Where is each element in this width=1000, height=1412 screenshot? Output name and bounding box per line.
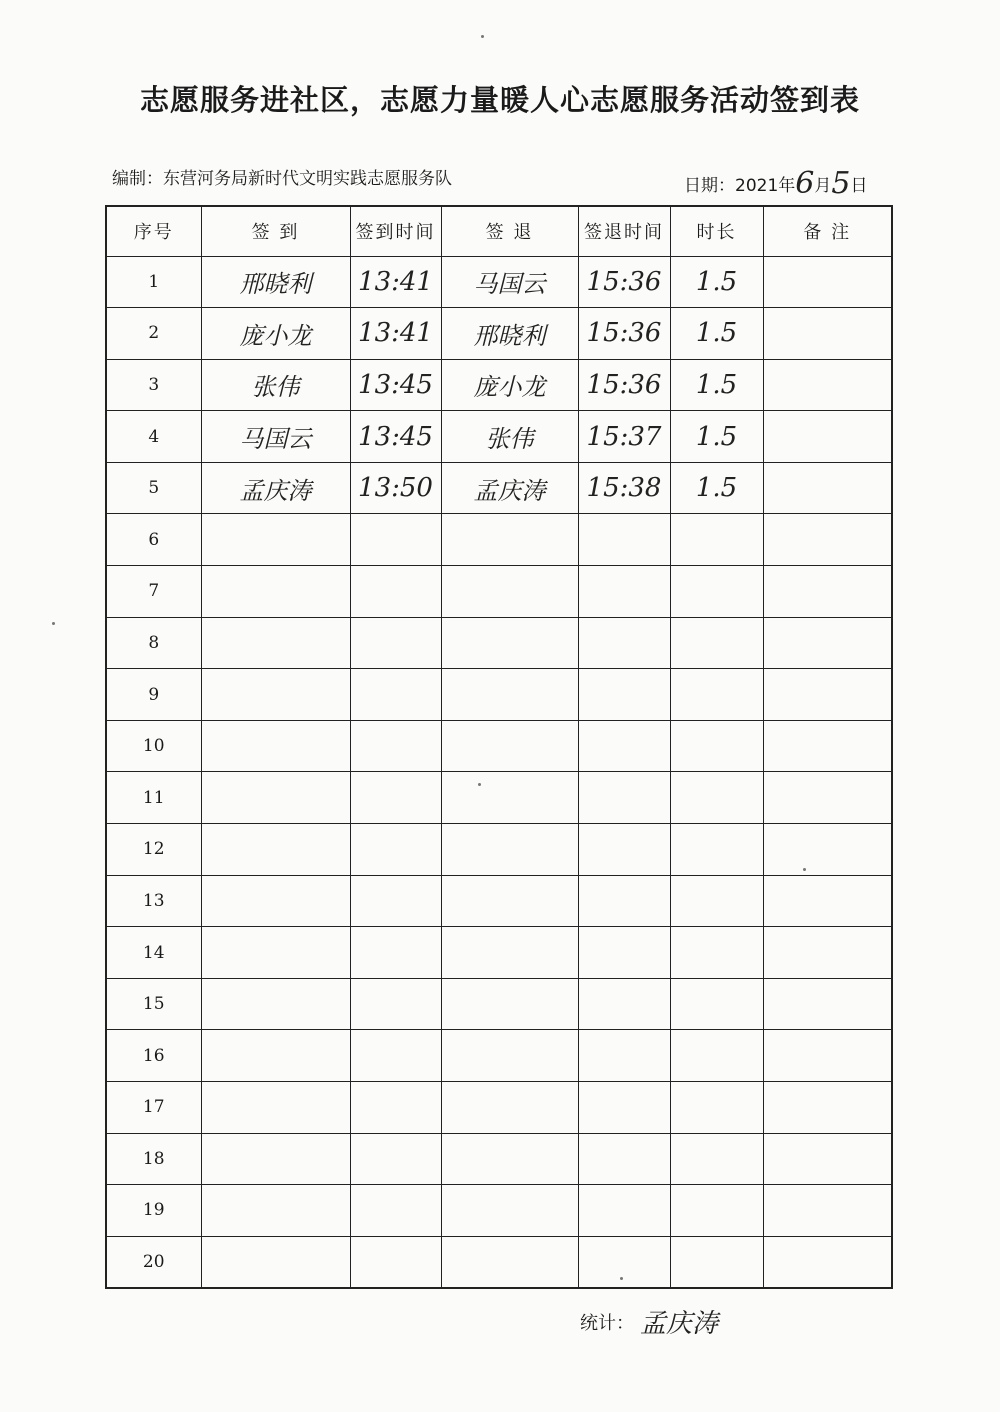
sign-in-time: 13:50 xyxy=(350,462,441,514)
sign-out-signature xyxy=(441,514,578,566)
table-row xyxy=(106,1236,892,1288)
duration xyxy=(670,1082,763,1134)
sign-out-signature xyxy=(441,617,578,669)
sign-in-signature xyxy=(201,1030,350,1082)
remark xyxy=(763,1030,892,1082)
sign-out-time: 15:37 xyxy=(578,411,670,463)
sign-out-time xyxy=(578,824,670,876)
sign-in-time xyxy=(350,669,441,721)
header-remark: 备 注 xyxy=(763,206,892,256)
table-row xyxy=(106,1082,892,1134)
sign-in-time xyxy=(350,720,441,772)
remark xyxy=(763,1236,892,1288)
sign-in-time xyxy=(350,514,441,566)
sign-out-signature xyxy=(441,1082,578,1134)
sign-out-time xyxy=(578,1082,670,1134)
sign-out-signature xyxy=(441,1030,578,1082)
date-month-unit: 月 xyxy=(814,176,832,196)
sign-out-signature xyxy=(441,720,578,772)
row-number: 13 xyxy=(106,875,201,927)
remark xyxy=(763,1082,892,1134)
sign-out-time xyxy=(578,1185,670,1237)
sign-in-signature xyxy=(201,1185,350,1237)
row-number: 9 xyxy=(106,669,201,721)
compiler-name: 东营河务局新时代文明实践志愿服务队 xyxy=(163,169,452,189)
row-number: 17 xyxy=(106,1082,201,1134)
table-row xyxy=(106,359,892,411)
sign-in-time: 13:45 xyxy=(350,411,441,463)
sign-in-time xyxy=(350,1133,441,1185)
remark xyxy=(763,978,892,1030)
compiler-line xyxy=(112,164,452,189)
sign-out-signature xyxy=(441,1236,578,1288)
sign-in-signature xyxy=(201,617,350,669)
remark xyxy=(763,824,892,876)
sign-in-time: 13:41 xyxy=(350,256,441,308)
sign-out-time xyxy=(578,1030,670,1082)
sign-in-time: 13:41 xyxy=(350,308,441,360)
remark xyxy=(763,927,892,979)
remark xyxy=(763,359,892,411)
table-row xyxy=(106,978,892,1030)
footer-statistics xyxy=(580,1300,718,1337)
sign-in-time xyxy=(350,824,441,876)
sign-in-signature xyxy=(201,772,350,824)
sign-in-signature xyxy=(201,1133,350,1185)
row-number: 19 xyxy=(106,1185,201,1237)
row-number: 5 xyxy=(106,462,201,514)
sign-in-time xyxy=(350,772,441,824)
sign-out-signature: 邢晓利 xyxy=(441,308,578,360)
header-no: 序号 xyxy=(106,206,201,256)
table-row xyxy=(106,927,892,979)
sign-out-signature xyxy=(441,772,578,824)
duration xyxy=(670,824,763,876)
sign-out-signature: 张伟 xyxy=(441,411,578,463)
duration xyxy=(670,514,763,566)
sign-out-time xyxy=(578,978,670,1030)
remark xyxy=(763,256,892,308)
sign-in-signature: 孟庆涛 xyxy=(201,462,350,514)
duration: 1.5 xyxy=(670,256,763,308)
duration: 1.5 xyxy=(670,308,763,360)
date-line xyxy=(684,164,867,199)
row-number: 3 xyxy=(106,359,201,411)
sign-in-signature xyxy=(201,566,350,618)
table-row xyxy=(106,669,892,721)
date-year: 2021年 xyxy=(735,176,796,196)
sign-in-signature xyxy=(201,720,350,772)
sign-out-signature xyxy=(441,978,578,1030)
row-number: 16 xyxy=(106,1030,201,1082)
sign-in-signature xyxy=(201,978,350,1030)
duration xyxy=(670,1236,763,1288)
header-sign-in: 签 到 xyxy=(201,206,350,256)
sign-in-time xyxy=(350,566,441,618)
table-row xyxy=(106,1133,892,1185)
sign-out-time xyxy=(578,927,670,979)
remark xyxy=(763,617,892,669)
table-row xyxy=(106,514,892,566)
sign-in-time xyxy=(350,1185,441,1237)
sign-in-signature: 庞小龙 xyxy=(201,308,350,360)
table-row xyxy=(106,772,892,824)
row-number: 15 xyxy=(106,978,201,1030)
sign-out-signature xyxy=(441,566,578,618)
sign-in-time: 13:45 xyxy=(350,359,441,411)
sign-in-signature xyxy=(201,1236,350,1288)
sign-in-time xyxy=(350,617,441,669)
duration xyxy=(670,669,763,721)
sign-out-time: 15:38 xyxy=(578,462,670,514)
sign-in-time xyxy=(350,927,441,979)
header-sign-out-time: 签退时间 xyxy=(578,206,670,256)
sign-out-signature xyxy=(441,1133,578,1185)
table-row xyxy=(106,1185,892,1237)
table-row xyxy=(106,875,892,927)
remark xyxy=(763,720,892,772)
sign-out-time: 15:36 xyxy=(578,308,670,360)
sign-in-time xyxy=(350,1030,441,1082)
date-day-unit: 日 xyxy=(850,176,868,196)
sign-in-signature xyxy=(201,927,350,979)
duration xyxy=(670,927,763,979)
sign-out-signature: 孟庆涛 xyxy=(441,462,578,514)
sign-in-signature xyxy=(201,875,350,927)
row-number: 4 xyxy=(106,411,201,463)
sign-in-signature: 张伟 xyxy=(201,359,350,411)
table-row xyxy=(106,720,892,772)
sign-in-time xyxy=(350,1082,441,1134)
duration: 1.5 xyxy=(670,462,763,514)
table-row xyxy=(106,256,892,308)
sign-out-time xyxy=(578,617,670,669)
duration: 1.5 xyxy=(670,411,763,463)
sign-in-signature: 马国云 xyxy=(201,411,350,463)
sign-out-time xyxy=(578,772,670,824)
footer-signature: 孟庆涛 xyxy=(640,1309,719,1339)
remark xyxy=(763,669,892,721)
sign-out-time xyxy=(578,566,670,618)
row-number: 12 xyxy=(106,824,201,876)
remark xyxy=(763,566,892,618)
footer-label: 统计： xyxy=(580,1313,634,1334)
duration xyxy=(670,617,763,669)
sign-out-signature xyxy=(441,927,578,979)
row-number: 7 xyxy=(106,566,201,618)
duration xyxy=(670,1185,763,1237)
sign-out-time xyxy=(578,875,670,927)
table-row xyxy=(106,566,892,618)
duration: 1.5 xyxy=(670,359,763,411)
date-day: 5 xyxy=(831,166,851,201)
table-row xyxy=(106,1030,892,1082)
sign-in-signature xyxy=(201,669,350,721)
header-sign-in-time: 签到时间 xyxy=(350,206,441,256)
duration xyxy=(670,566,763,618)
header-duration: 时长 xyxy=(670,206,763,256)
sign-in-table xyxy=(105,205,893,1289)
sign-out-signature xyxy=(441,875,578,927)
header-sign-out: 签 退 xyxy=(441,206,578,256)
row-number: 11 xyxy=(106,772,201,824)
sign-out-signature xyxy=(441,669,578,721)
sign-in-time xyxy=(350,1236,441,1288)
date-month: 6 xyxy=(795,166,815,201)
duration xyxy=(670,1030,763,1082)
sign-out-time xyxy=(578,1133,670,1185)
date-label: 日期： xyxy=(684,176,735,196)
sign-out-time: 15:36 xyxy=(578,256,670,308)
table-row xyxy=(106,462,892,514)
sign-in-time xyxy=(350,978,441,1030)
table-row xyxy=(106,617,892,669)
remark xyxy=(763,514,892,566)
remark xyxy=(763,1133,892,1185)
sign-out-signature: 马国云 xyxy=(441,256,578,308)
sign-in-signature: 邢晓利 xyxy=(201,256,350,308)
sign-out-time: 15:36 xyxy=(578,359,670,411)
remark xyxy=(763,308,892,360)
row-number: 1 xyxy=(106,256,201,308)
sign-out-signature: 庞小龙 xyxy=(441,359,578,411)
remark xyxy=(763,1185,892,1237)
row-number: 18 xyxy=(106,1133,201,1185)
remark xyxy=(763,462,892,514)
duration xyxy=(670,875,763,927)
table-row xyxy=(106,824,892,876)
sign-out-time xyxy=(578,514,670,566)
duration xyxy=(670,772,763,824)
sign-in-signature xyxy=(201,514,350,566)
row-number: 14 xyxy=(106,927,201,979)
remark xyxy=(763,411,892,463)
sign-out-time xyxy=(578,669,670,721)
row-number: 20 xyxy=(106,1236,201,1288)
sign-in-time xyxy=(350,875,441,927)
row-number: 6 xyxy=(106,514,201,566)
duration xyxy=(670,720,763,772)
sign-out-signature xyxy=(441,1185,578,1237)
sign-out-time xyxy=(578,1236,670,1288)
remark xyxy=(763,772,892,824)
duration xyxy=(670,978,763,1030)
row-number: 2 xyxy=(106,308,201,360)
table-row xyxy=(106,308,892,360)
sign-out-time xyxy=(578,720,670,772)
sign-in-signature xyxy=(201,824,350,876)
compiler-label: 编制： xyxy=(112,169,163,189)
page-title: 志愿服务进社区，志愿力量暖人心志愿服务活动签到表 xyxy=(139,83,860,117)
remark xyxy=(763,875,892,927)
sign-in-signature xyxy=(201,1082,350,1134)
row-number: 8 xyxy=(106,617,201,669)
table-header-row xyxy=(106,206,892,256)
row-number: 10 xyxy=(106,720,201,772)
table-row xyxy=(106,411,892,463)
sign-out-signature xyxy=(441,824,578,876)
duration xyxy=(670,1133,763,1185)
